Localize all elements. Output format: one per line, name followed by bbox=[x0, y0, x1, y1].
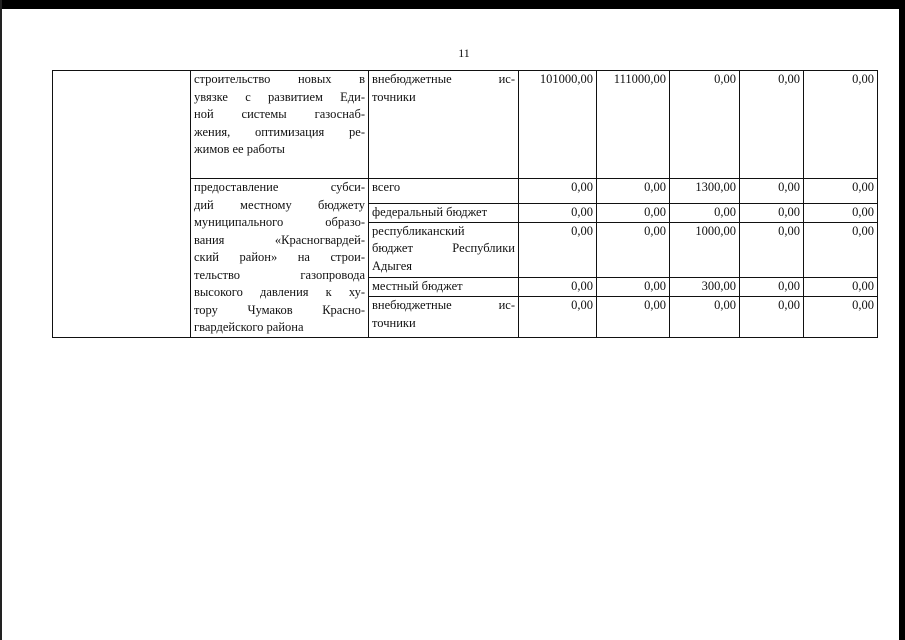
amount-cell: 0,00 bbox=[804, 222, 878, 277]
amount-cell: 111000,00 bbox=[597, 71, 670, 179]
scan-border-left bbox=[0, 0, 2, 640]
cell-text-line: федеральный бюджет bbox=[372, 204, 488, 219]
measure-name-cell bbox=[191, 71, 369, 179]
cell-text-line: местный бюджет bbox=[372, 279, 463, 294]
amount-cell: 0,00 bbox=[740, 297, 804, 337]
amount-cell: 0,00 bbox=[519, 179, 597, 204]
row-number-cell bbox=[53, 71, 191, 338]
cell-text-line: предоставление субси- bbox=[194, 180, 365, 194]
cell-text-line: ский район» на строи- bbox=[194, 250, 365, 264]
amount-cell: 0,00 bbox=[597, 179, 670, 204]
cell-text-line: жения, оптимизация ре- bbox=[194, 124, 365, 139]
cell-text-line: вания «Красногвардей- bbox=[194, 232, 365, 247]
funding-source-cell bbox=[369, 278, 519, 297]
amount-cell: 0,00 bbox=[597, 222, 670, 277]
cell-text-line: тельство газопровода bbox=[194, 267, 365, 282]
cell-text-line: точники bbox=[372, 89, 416, 104]
cell-text-line: строительство новых в bbox=[194, 72, 365, 86]
amount-cell: 0,00 bbox=[597, 278, 670, 297]
cell-text-line: внебюджетные ис- bbox=[372, 72, 515, 86]
amount-cell: 0,00 bbox=[804, 278, 878, 297]
amount-cell: 0,00 bbox=[740, 278, 804, 297]
funding-source-cell bbox=[369, 203, 519, 222]
amount-cell: 0,00 bbox=[740, 179, 804, 204]
cell-text-line: муниципального образо- bbox=[194, 215, 365, 229]
funding-table bbox=[52, 70, 878, 338]
cell-text-line: высокого давления к ху- bbox=[194, 285, 365, 299]
amount-cell: 101000,00 bbox=[519, 71, 597, 179]
cell-text-line: точники bbox=[372, 315, 416, 330]
funding-source-cell bbox=[369, 179, 519, 204]
scan-border-top bbox=[0, 0, 905, 9]
amount-cell: 0,00 bbox=[597, 297, 670, 337]
amount-cell: 300,00 bbox=[670, 278, 740, 297]
amount-cell: 0,00 bbox=[519, 278, 597, 297]
page-number: 11 bbox=[458, 46, 470, 60]
amount-cell: 0,00 bbox=[804, 179, 878, 204]
amount-cell: 0,00 bbox=[804, 297, 878, 337]
cell-text-line: ной системы газоснаб- bbox=[194, 107, 365, 121]
table-row bbox=[53, 71, 878, 179]
amount-cell: 0,00 bbox=[670, 297, 740, 337]
amount-cell: 0,00 bbox=[804, 71, 878, 179]
funding-source-cell bbox=[369, 71, 519, 179]
scan-border-right bbox=[899, 0, 905, 640]
amount-cell: 0,00 bbox=[519, 297, 597, 337]
cell-text-line: внебюджетные ис- bbox=[372, 298, 515, 313]
amount-cell: 0,00 bbox=[740, 71, 804, 179]
amount-cell: 0,00 bbox=[670, 71, 740, 179]
cell-text-line: бюджет Республики bbox=[372, 241, 515, 256]
amount-cell: 0,00 bbox=[804, 203, 878, 222]
cell-text-line: всего bbox=[372, 180, 401, 194]
cell-text-line: гвардейского района bbox=[194, 320, 304, 334]
funding-source-cell bbox=[369, 222, 519, 277]
amount-cell: 0,00 bbox=[670, 203, 740, 222]
amount-cell: 0,00 bbox=[597, 203, 670, 222]
amount-cell: 1300,00 bbox=[670, 179, 740, 204]
cell-text-line: жимов ее работы bbox=[194, 142, 285, 156]
amount-cell: 1000,00 bbox=[670, 222, 740, 277]
amount-cell: 0,00 bbox=[519, 203, 597, 222]
funding-source-cell bbox=[369, 297, 519, 337]
amount-cell: 0,00 bbox=[740, 203, 804, 222]
amount-cell: 0,00 bbox=[519, 222, 597, 277]
cell-text-line: дий местному бюджету bbox=[194, 197, 365, 212]
measure-name-cell bbox=[191, 179, 369, 338]
cell-text-line: увязке с развитием Еди- bbox=[194, 89, 365, 104]
cell-text-line: тору Чумаков Красно- bbox=[194, 302, 365, 317]
amount-cell: 0,00 bbox=[740, 222, 804, 277]
cell-text-line: республиканский bbox=[372, 223, 465, 238]
cell-text-line: Адыгея bbox=[372, 258, 413, 273]
